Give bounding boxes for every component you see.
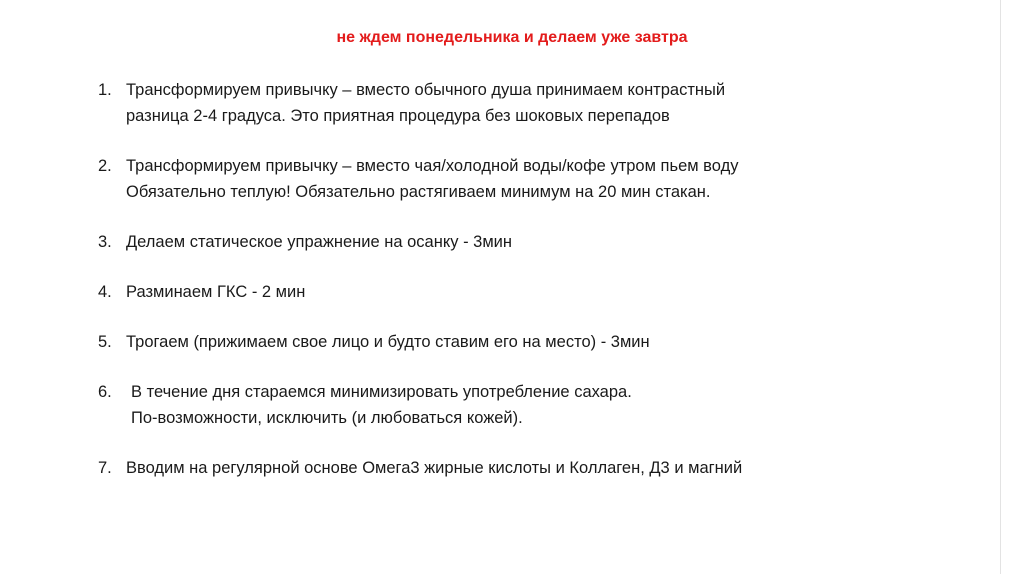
item-text-line: разница 2-4 градуса. Это приятная процедура без шоковых перепадов [126, 107, 670, 125]
item-text-line: Трансформируем привычку – вместо чая/холодной воды/кофе утром пьем воду [126, 157, 739, 175]
item-text-line: В течение дня стараемся минимизировать употребление сахара. [131, 383, 632, 401]
item-text-line: Разминаем ГКС - 2 мин [126, 283, 306, 301]
tips-list [98, 77, 958, 505]
slide-title: не ждем понедельника и делаем уже завтра [336, 29, 688, 46]
list-item-7 [98, 455, 958, 481]
item-number: 6. [98, 383, 112, 401]
item-text-line: Делаем статическое упражнение на осанку - 3мин [126, 233, 512, 251]
item-text-line: Обязательно теплую! Обязательно растягиваем минимум на 20 мин стакан. [126, 183, 711, 201]
list-item-4 [98, 279, 958, 305]
item-number: 4. [98, 283, 112, 301]
item-number: 2. [98, 157, 112, 175]
list-item-3 [98, 229, 958, 255]
list-item-6 [98, 379, 958, 431]
slide-edge-divider [1000, 0, 1001, 574]
item-text-line: Вводим на регулярной основе Омега3 жирные кислоты и Коллаген, Д3 и магний [126, 459, 743, 477]
list-item-5 [98, 329, 958, 355]
item-number: 5. [98, 333, 112, 351]
item-number: 1. [98, 81, 112, 99]
list-item-1 [98, 77, 958, 129]
item-text-line: Трансформируем привычку – вместо обычного душа принимаем контрастный [126, 81, 726, 99]
list-item-2 [98, 153, 958, 205]
item-text-line: По-возможности, исключить (и любоваться кожей). [131, 409, 523, 427]
item-number: 7. [98, 459, 112, 477]
item-number: 3. [98, 233, 112, 251]
item-text-line: Трогаем (прижимаем свое лицо и будто ставим его на место) - 3мин [126, 333, 650, 351]
